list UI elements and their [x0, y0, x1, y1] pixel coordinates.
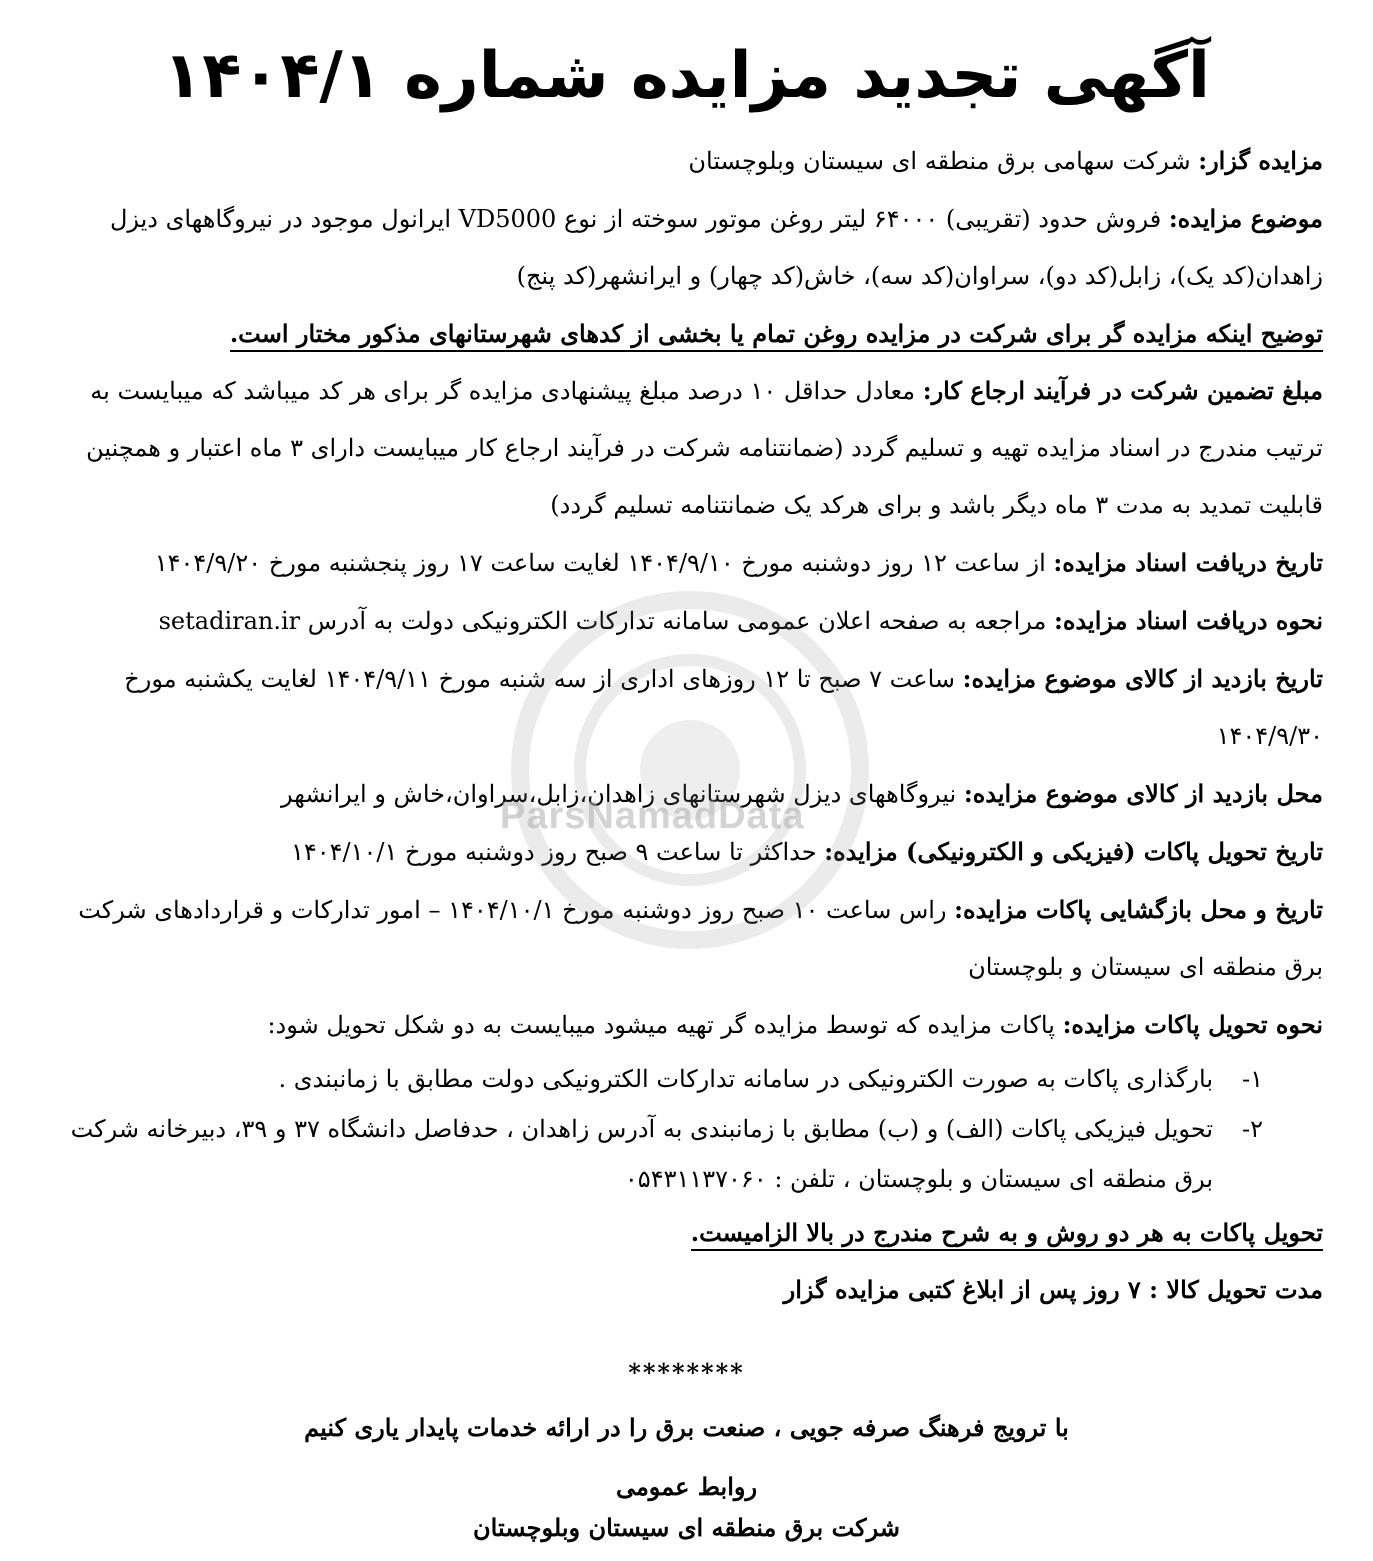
- mandatory-note-paragraph: [50, 1204, 1323, 1261]
- guarantee-text: معادل حداقل ۱۰ درصد مبلغ پیشنهادی مزایده گر برای هر کد میباشد که میبایست به ترتیب مندرج در اسناد مزایده تهیه و تسلیم گردد (ضمانتنامه شرکت در فرآیند ارجاع کار میبایست دارای ۳ ماه اعتبار و همچنین قابلیت تمدید به مدت ۳ ماه دیگر باشد و برای هرکد یک ضمانتنامه تسلیم گردد): [86, 376, 1323, 519]
- signature-department: روابط عمومی: [615, 1471, 758, 1501]
- auctioneer-label: مزایده گزار:: [1198, 145, 1323, 175]
- mandatory-note-text: تحویل پاکات به هر دو روش و به شرح مندرج در بالا الزامیست.: [691, 1218, 1323, 1251]
- subject-label: موضوع مزایده:: [1168, 203, 1323, 233]
- auctioneer-paragraph: [50, 132, 1323, 190]
- list-item-text: تحویل فیزیکی پاکات (الف) و (ب) مطابق با زمانبندی به آدرس زاهدان ، حدفاصل دانشگاه ۳۷ و ۳۹، دبیرخانه شرکت برق منطقه ای سیستان و بلوچستان ، تلفن : ۰۵۴۳۱۱۳۷۰۶۰: [70, 1114, 1213, 1193]
- list-item: [50, 1104, 1323, 1204]
- guarantee-label: مبلغ تضمین شرکت در فرآیند ارجاع کار:: [922, 375, 1323, 405]
- visit-date-text: ساعت ۷ صبح تا ۱۲ روزهای اداری از سه شنبه مورخ ۱۴۰۴/۹/۱۱ لغایت یکشنبه مورخ ۱۴۰۴/۹/۳۰: [124, 664, 1323, 750]
- visit-date-label: تاریخ بازدید از کالای موضوع مزایده:: [962, 663, 1323, 693]
- delivery-period-paragraph: مدت تحویل کالا : ۷ روز پس از ابلاغ کتبی مزایده گزار: [783, 1274, 1323, 1304]
- delivery-date-label: تاریخ تحویل پاکات (فیزیکی و الکترونیکی) مزایده:: [824, 836, 1323, 866]
- subject-text: فروش حدود (تقریبی) ۶۴۰۰۰ لیتر روغن موتور سوخته از نوع VD5000 ایرانول موجود در نیروگاههای دیزل زاهدان(کد یک)، زابل(کد دو)، سراوان(کد سه)، خاش(کد چهار) و ایرانشهر(کد پنج): [109, 204, 1323, 290]
- signature-company: شرکت برق منطقه ای سیستان وبلوچستان: [473, 1512, 900, 1542]
- list-item: [50, 1054, 1323, 1104]
- guarantee-paragraph: [50, 362, 1323, 534]
- note-text: توضیح اینکه مزایده گر برای شرکت در مزایده روغن تمام یا بخشی از کدهای شهرستانهای مذکور مختار است.: [230, 319, 1323, 352]
- docs-date-paragraph: [50, 534, 1323, 592]
- opening-label: تاریخ و محل بازگشایی پاکات مزایده:: [954, 894, 1323, 924]
- opening-paragraph: [50, 881, 1323, 996]
- list-item-number: ۱-: [1242, 1064, 1263, 1093]
- docs-date-label: تاریخ دریافت اسناد مزایده:: [1053, 547, 1323, 577]
- separator-stars: ********: [628, 1357, 745, 1387]
- docs-date-text: از ساعت ۱۲ روز دوشنبه مورخ ۱۴۰۴/۹/۱۰ لغایت ساعت ۱۷ روز پنجشنبه مورخ ۱۴۰۴/۹/۲۰: [154, 548, 1054, 577]
- delivery-date-text: حداکثر تا ساعت ۹ صبح روز دوشنبه مورخ ۱۴۰۴/۱۰/۱: [290, 837, 825, 866]
- visit-place-text: نیروگاههای دیزل شهرستانهای زاهدان،زابل،سراوان،خاش و ایرانشهر: [281, 779, 964, 808]
- delivery-method-paragraph: [50, 996, 1323, 1054]
- subject-paragraph: [50, 190, 1323, 305]
- list-item-number: ۲-: [1242, 1114, 1263, 1143]
- page-title: آگهی تجدید مزایده شماره ۱۴۰۴/۱: [163, 39, 1210, 113]
- list-item-text: بارگذاری پاکات به صورت الکترونیکی در سامانه تدارکات الکترونیکی دولت مطابق با زمانبندی .: [278, 1064, 1213, 1093]
- visit-date-paragraph: [50, 650, 1323, 765]
- note-paragraph: [50, 305, 1323, 362]
- docs-method-text: مراجعه به صفحه اعلان عمومی سامانه تدارکات الکترونیکی دولت به آدرس setadiran.ir: [158, 606, 1054, 635]
- watermark-text: ParsNamadData: [500, 795, 805, 837]
- opening-text: راس ساعت ۱۰ صبح روز دوشنبه مورخ ۱۴۰۴/۱۰/۱ – امور تدارکات و قراردادهای شرکت برق منطقه ای سیستان و بلوچستان: [78, 895, 1323, 981]
- delivery-method-label: نحوه تحویل پاکات مزایده:: [1062, 1009, 1323, 1039]
- visit-place-label: محل بازدید از کالای موضوع مزایده:: [963, 778, 1323, 808]
- docs-method-label: نحوه دریافت اسناد مزایده:: [1053, 605, 1323, 635]
- delivery-method-text: پاکات مزایده که توسط مزایده گر تهیه میشود میبایست به دو شکل تحویل شود:: [267, 1010, 1063, 1039]
- slogan: با ترویج فرهنگ صرفه جویی ، صنعت برق را در ارائه خدمات پایدار یاری کنیم: [304, 1412, 1069, 1442]
- docs-method-paragraph: [50, 592, 1323, 650]
- auctioneer-text: شرکت سهامی برق منطقه ای سیستان وبلوچستان: [688, 146, 1199, 175]
